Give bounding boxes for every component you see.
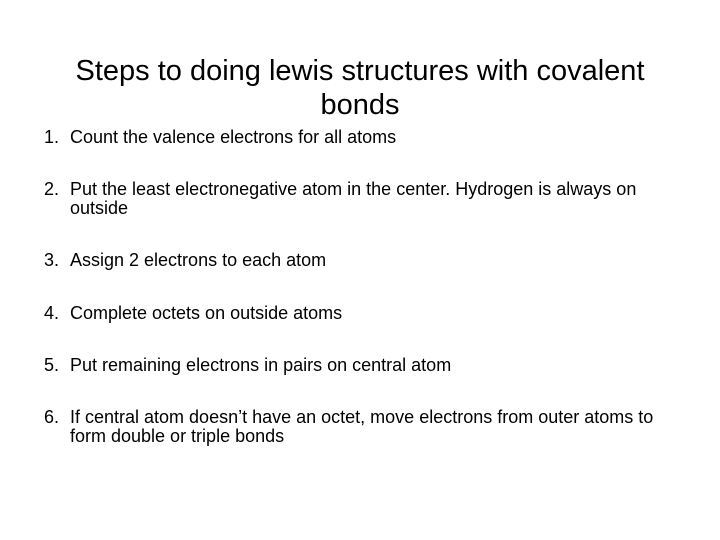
- step-number: 5.: [44, 355, 60, 375]
- step-text: Put the least electronegative atom in the center. Hydrogen is always on outside: [70, 179, 637, 218]
- step-text: Put remaining electrons in pairs on central atom: [70, 355, 452, 375]
- step-item: [44, 408, 684, 446]
- step-text: Assign 2 electrons to each atom: [70, 250, 327, 270]
- step-item: [44, 128, 684, 147]
- step-number: 4.: [44, 303, 60, 323]
- step-text: Count the valence electrons for all atoms: [70, 127, 397, 147]
- step-item: [44, 180, 684, 218]
- step-item: [44, 304, 684, 323]
- step-text: Complete octets on outside atoms: [70, 303, 343, 323]
- step-number: 3.: [44, 250, 60, 270]
- step-item: [44, 356, 684, 375]
- slide-title: Steps to doing lewis structures with covalent bonds: [75, 55, 645, 121]
- step-text: If central atom doesn’t have an octet, move electrons from outer atoms to form double or triple bonds: [70, 407, 654, 446]
- step-number: 2.: [44, 179, 60, 199]
- steps-list: [44, 128, 684, 446]
- step-number: 1.: [44, 127, 60, 147]
- step-item: [44, 251, 684, 270]
- step-number: 6.: [44, 407, 60, 427]
